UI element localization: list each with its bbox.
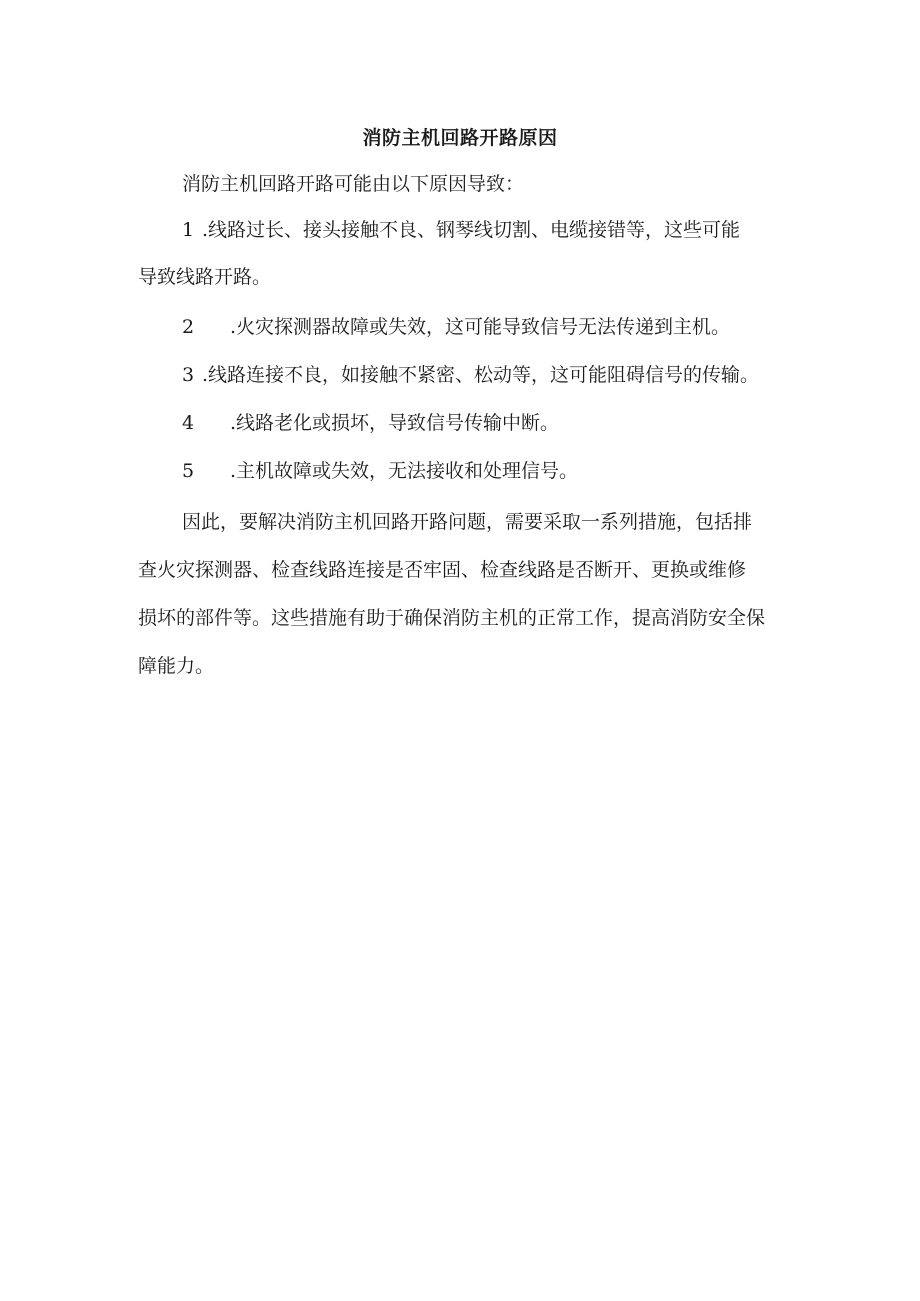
conclusion-line-1: 因此，要解决消防主机回路开路问题，需要采取一系列措施，包括排 [182,511,753,533]
document-title: 消防主机回路开路原因 [362,127,558,149]
list-item-text: .线路过长、接头接触不良、钢琴线切割、电缆接错等，这些可能 [202,219,741,241]
list-item-1-continuation: 导致线路开路。 [138,266,272,288]
list-item-3 [182,360,802,390]
list-item-number: 1 [182,219,195,241]
conclusion-line-4: 障能力。 [138,655,215,677]
list-item-number: 2 [182,316,195,338]
list-item-5 [182,456,802,486]
list-item-1 [182,215,802,245]
list-item-number: 3 [182,364,195,386]
list-item-text: .主机故障或失效，无法接收和处理信号。 [230,460,579,482]
list-item-2 [182,312,802,342]
conclusion-line-3: 损坏的部件等。这些措施有助于确保消防主机的正常工作，提高消防安全保 [138,607,766,629]
list-item-number: 5 [182,460,195,482]
list-item-text: .火灾探测器故障或失效，这可能导致信号无法传递到主机。 [230,316,731,338]
list-item-text: .线路连接不良，如接触不紧密、松动等，这可能阻碍信号的传输。 [202,364,760,386]
conclusion-line-2: 查火灾探测器、检查线路连接是否牢固、检查线路是否断开、更换或维修 [138,559,747,581]
list-item-4 [182,408,802,438]
intro-paragraph: 消防主机回路开路可能由以下原因导致： [182,173,525,195]
list-item-number: 4 [182,412,195,434]
list-item-text: .线路老化或损坏，导致信号传输中断。 [230,412,560,434]
